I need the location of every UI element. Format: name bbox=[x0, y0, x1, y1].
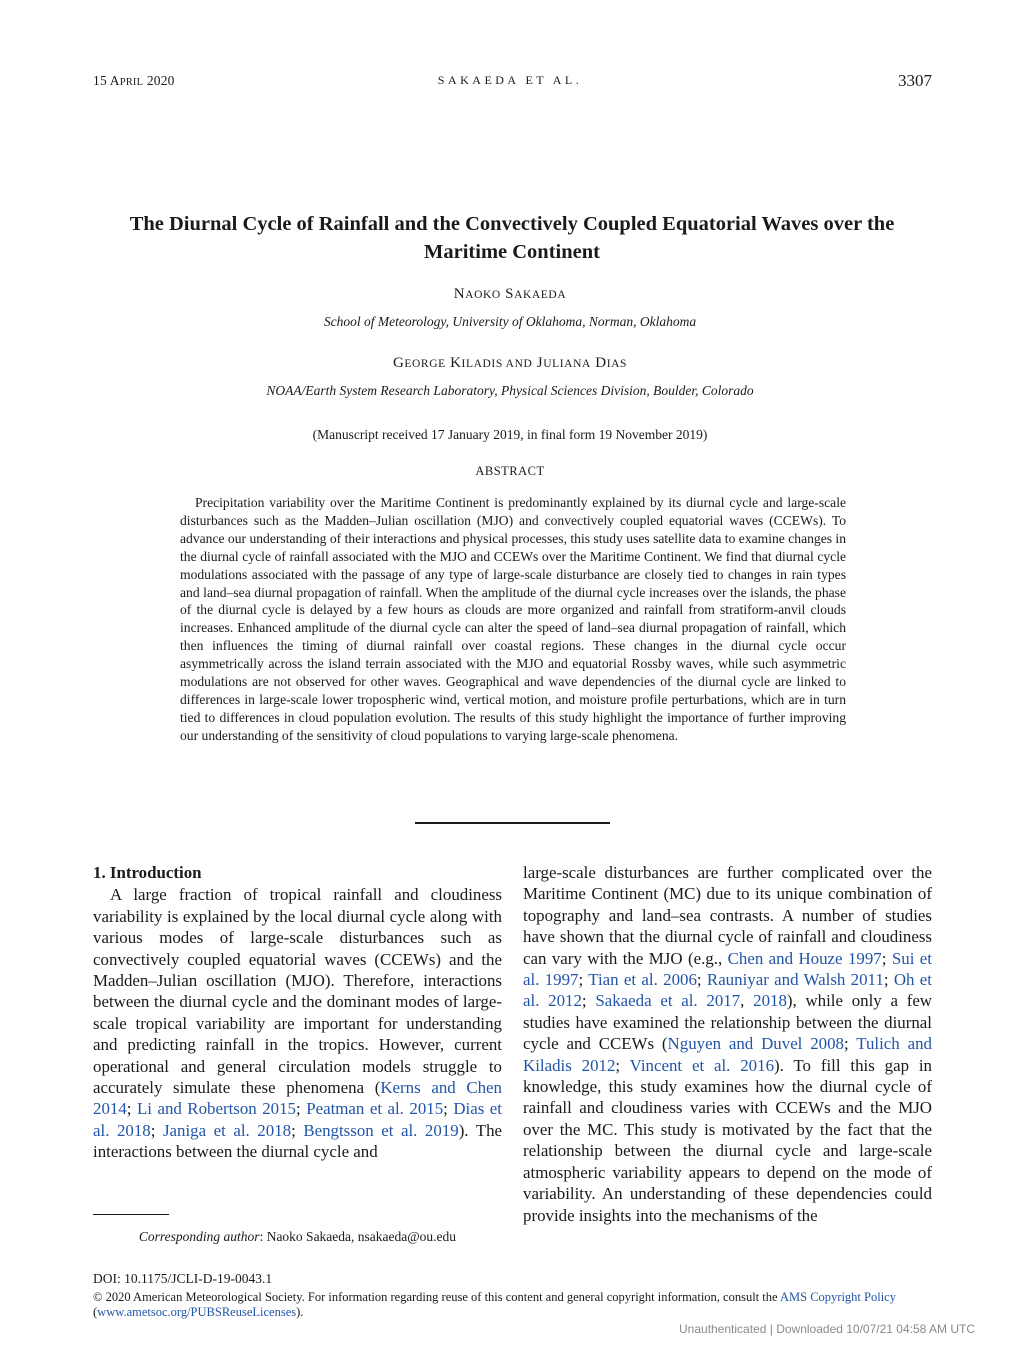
paper-title: The Diurnal Cycle of Rainfall and the Convectively Coupled Equatorial Waves over the Maritime Continent bbox=[129, 213, 895, 263]
section-heading: 1. Introduction bbox=[93, 863, 202, 882]
citation-link[interactable]: Janiga et al. 2018 bbox=[162, 1120, 292, 1140]
reuse-licenses-link[interactable]: www.ametsoc.org/PUBSReuseLicenses bbox=[97, 1305, 297, 1319]
column-right bbox=[523, 862, 932, 1226]
running-title: SAKAEDA ET AL. bbox=[437, 73, 583, 87]
doi: DOI: 10.1175/JCLI-D-19-0043.1 bbox=[93, 1271, 273, 1286]
citation-link[interactable]: Vincent et al. 2016 bbox=[629, 1055, 775, 1075]
footnote bbox=[93, 1229, 502, 1245]
citation-link[interactable]: Chen and Houze 1997 bbox=[727, 948, 882, 968]
citation-link[interactable]: Peatman et al. 2015 bbox=[306, 1099, 444, 1119]
footnote-text: : Naoko Sakaeda, nsakaeda@ou.edu bbox=[259, 1229, 457, 1244]
intro-paragraph-right: large-scale disturbances are further complicated over the Maritime Continent (MC) due to its unique combination of topography and land–sea contrasts. A number of studies have shown that the diurnal cycle of rainfall and cloudiness can vary with the MJO (e.g., Chen and Houze 1997; Sui et al. 1997; Tian et al. 2006; Rauniyar and Walsh 2011; Oh et al. 2012; Sakaeda et al. 2017, 2018), while only a few studies have examined the relationship between the diurnal cycle and CCEWs (Nguyen and Duvel 2008; Tulich and Kiladis 2012; Vincent et al. 2016). To fill this gap in knowledge, this study examines how the diurnal cycle of rainfall and cloudiness varies with CCEWs and the MJO over the MC. This study is motivated by the fact that the relationship between the diurnal cycle and large-scale atmospheric variability appears to depend on the mode of variability. An understanding of these dependencies could provide insights into the mechanisms of the bbox=[523, 863, 933, 1225]
abstract-text: Precipitation variability over the Maritime Continent is predominantly explained by its diurnal cycle and large-scale disturbances such as the Madden–Julian oscillation (MJO) and convectively coupled equatorial waves (CCEWs). To advance our understanding of their interactions and physical processes, this study uses satellite data to examine changes in the diurnal cycle of rainfall associated with the MJO and CCEWs over the Maritime Continent. We find that diurnal cycle modulations associated with the passage of any type of large-scale disturbance are closely tied to changes in rain types and land–sea diurnal propagation of rainfall. When the amplitude of the diurnal cycle increases over the islands, the phase of the diurnal cycle is delayed by a few hours as clouds are more organized and rainfall from stratiform-anvil clouds increases. Enhanced amplitude of the diurnal cycle can alter the speed of land–sea diurnal propagation of rainfall, which then influences the timing of diurnal rainfall over coastal regions. These changes in the diurnal cycle occur asymmetrically across the island terrain associated with the MJO and equatorial Rossby waves, while such asymmetric modulations are not observed for other waves. Geographical and wave dependencies of the diurnal cycle are linked to differences in large-scale lower tropospheric wind, vertical motion, and moisture profile perturbations, which are in turn tied to differences in cloud population evolution. The results of this study highlight the importance of further improving our understanding of the sensitivity of cloud populations to varying large-scale phenomena. bbox=[180, 495, 846, 743]
download-watermark: Unauthenticated | Downloaded 10/07/21 04:58 AM UTC bbox=[679, 1322, 975, 1336]
citation-link[interactable]: Li and Robertson 2015 bbox=[136, 1099, 297, 1119]
manuscript-dates: (Manuscript received 17 January 2019, in final form 19 November 2019) bbox=[312, 427, 708, 442]
copyright-policy-link[interactable]: AMS Copyright Policy bbox=[779, 1290, 896, 1304]
copyright-notice: © 2020 American Meteorological Society. For information regarding reuse of this content and general copyright information, consult the AMS Copyright Policy (www.ametsoc.org/PUBSReuseLicenses). bbox=[93, 1290, 896, 1319]
citation-link[interactable]: Kerns and Chen 2014 bbox=[93, 1078, 502, 1119]
citation-link[interactable]: Rauniyar and Walsh 2011 bbox=[706, 970, 884, 990]
citation-link[interactable]: Sui et al. 1997 bbox=[523, 948, 932, 990]
footnote-label: Corresponding author bbox=[138, 1229, 260, 1244]
affiliation-1: School of Meteorology, University of Oklahoma, Norman, Oklahoma bbox=[323, 314, 697, 329]
abstract-heading: ABSTRACT bbox=[475, 464, 545, 478]
header-date: 15 APRIL 2020 bbox=[93, 73, 175, 88]
affiliation-2: NOAA/Earth System Research Laboratory, Physical Sciences Division, Boulder, Colorado bbox=[266, 383, 754, 398]
footnote-rule bbox=[93, 1214, 169, 1215]
author-line-1: NAOKO SAKAEDA bbox=[453, 286, 567, 302]
page-number: 3307 bbox=[898, 71, 932, 90]
intro-paragraph-left: A large fraction of tropical rainfall and cloudiness variability is explained by the local diurnal cycle along with various modes of large-scale disturbances such as convectively coupled equatorial waves (CCEWs) and the Madden–Julian oscillation (MJO). Therefore, interactions between the diurnal cycle and the dominant modes of large-scale tropical variability are important for understanding and predicting rainfall in the tropics. However, current operational and general circulation models struggle to accurately simulate these phenomena (Kerns and Chen 2014; Li and Robertson 2015; Peatman et al. 2015; Dias et al. 2018; Janiga et al. 2018; Bengtsson et al. 2019). The interactions between the diurnal cycle and bbox=[93, 885, 503, 1162]
column-left bbox=[93, 862, 502, 1163]
author-line-2: GEORGE KILADIS AND JULIANA DIAS bbox=[392, 355, 628, 371]
citation-link[interactable]: Tulich and Kiladis 2012 bbox=[523, 1034, 932, 1075]
abstract-body bbox=[180, 494, 846, 745]
citation-link[interactable]: Oh et al. 2012 bbox=[523, 970, 932, 1011]
section-divider bbox=[415, 822, 610, 824]
citation-link[interactable]: Dias et al. 2018 bbox=[93, 1099, 502, 1140]
citation-link[interactable]: Tian et al. 2006 bbox=[588, 970, 697, 990]
citation-link[interactable]: 2018 bbox=[753, 991, 787, 1011]
citation-link[interactable]: Sakaeda et al. 2017 bbox=[595, 991, 741, 1011]
citation-link[interactable]: Bengtsson et al. 2019 bbox=[303, 1120, 459, 1140]
citation-link[interactable]: Nguyen and Duvel 2008 bbox=[667, 1034, 845, 1054]
